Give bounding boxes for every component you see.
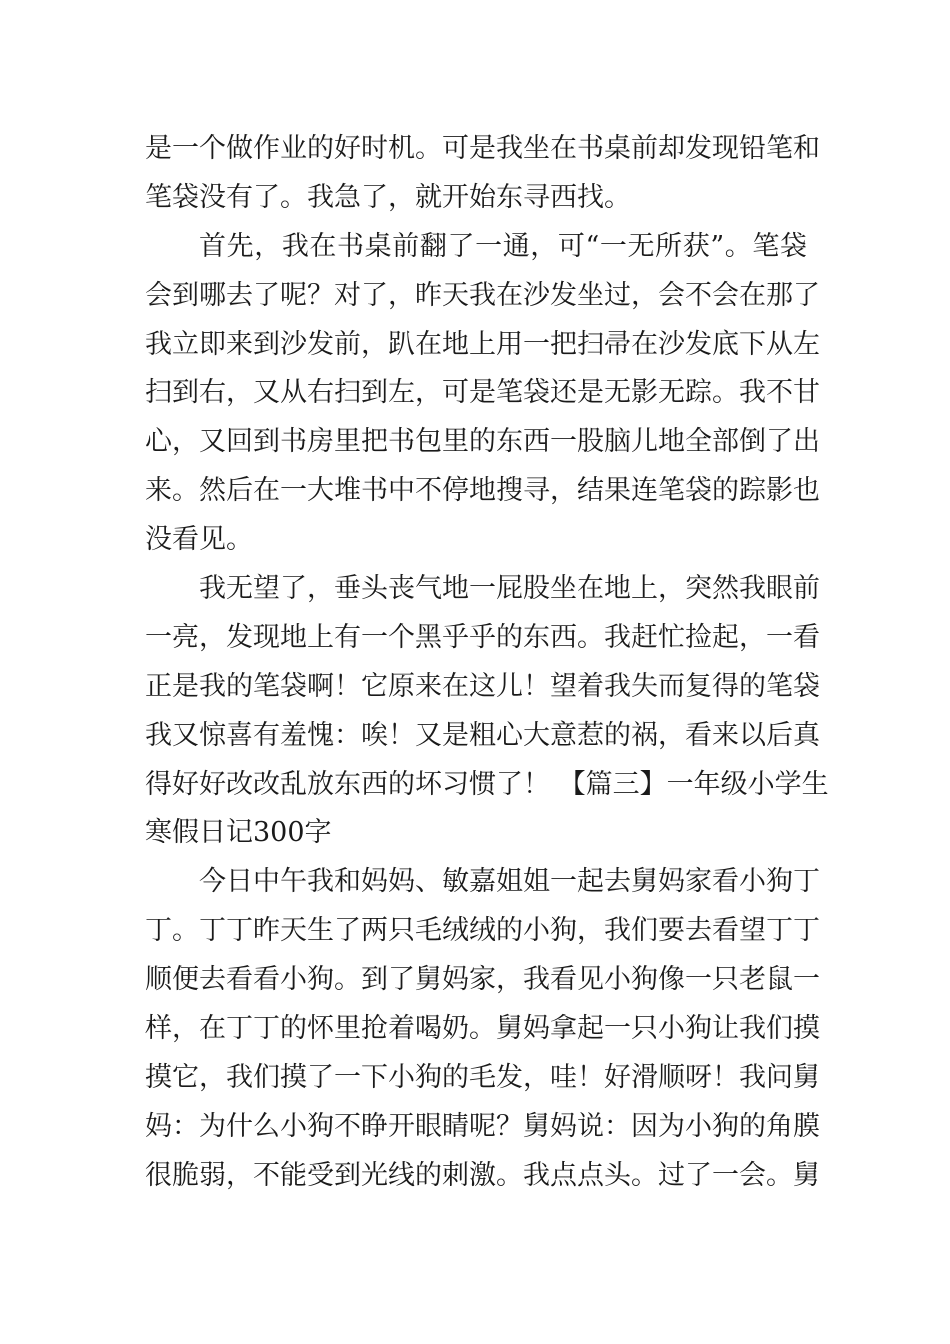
text-line: 首先，我在书桌前翻了一通，可“一无所获”。笔袋 [199, 230, 807, 262]
text-line: 顺便去看看小狗。到了舅妈家，我看见小狗像一只老鼠一 [145, 964, 820, 996]
body-text [145, 125, 829, 1201]
text-line: 很脆弱，不能受到光线的刺激。我点点头。过了一会。舅 [145, 1159, 820, 1191]
text-line: 没看见。 [145, 524, 253, 556]
text-line: 是一个做作业的好时机。可是我坐在书桌前却发现铅笔和 [145, 133, 820, 164]
text-line: 来。然后在一大堆书中不停地搜寻，结果连笔袋的踪影也 [145, 475, 820, 507]
text-line: 得好好改改乱放东西的坏习惯了！ 【篇三】一年级小学生 [145, 768, 829, 800]
text-line: 扫到右，又从右扫到左，可是笔袋还是无影无踪。我不甘 [145, 377, 820, 409]
text-line: 样，在丁丁的怀里抢着喝奶。舅妈拿起一只小狗让我们摸 [145, 1013, 820, 1045]
text-line: 我又惊喜有羞愧：唉！又是粗心大意惹的祸，看来以后真 [145, 719, 820, 751]
text-line: 丁。丁丁昨天生了两只毛绒绒的小狗，我们要去看望丁丁 [145, 915, 820, 947]
text-line: 妈：为什么小狗不睁开眼睛呢？舅妈说：因为小狗的角膜 [145, 1110, 820, 1142]
text-line: 正是我的笔袋啊！它原来在这儿！望着我失而复得的笔袋 [145, 670, 820, 702]
text-line: 笔袋没有了。我急了，就开始东寻西找。 [145, 181, 631, 213]
text-line: 一亮，发现地上有一个黑乎乎的东西。我赶忙捡起，一看 [145, 621, 820, 653]
text-line: 摸它，我们摸了一下小狗的毛发，哇！好滑顺呀！我问舅 [145, 1061, 820, 1093]
text-line: 心，又回到书房里把书包里的东西一股脑儿地全部倒了出 [145, 426, 820, 458]
text-line: 今日中午我和妈妈、敏嘉姐姐一起去舅妈家看小狗丁 [199, 866, 820, 898]
text-line: 我无望了，垂头丧气地一屁股坐在地上，突然我眼前 [199, 573, 820, 605]
text-line: 寒假日记300字 [145, 817, 332, 849]
text-line: 我立即来到沙发前，趴在地上用一把扫帚在沙发底下从左 [145, 328, 820, 360]
text-line: 会到哪去了呢？对了，昨天我在沙发坐过，会不会在那了 [145, 279, 820, 311]
